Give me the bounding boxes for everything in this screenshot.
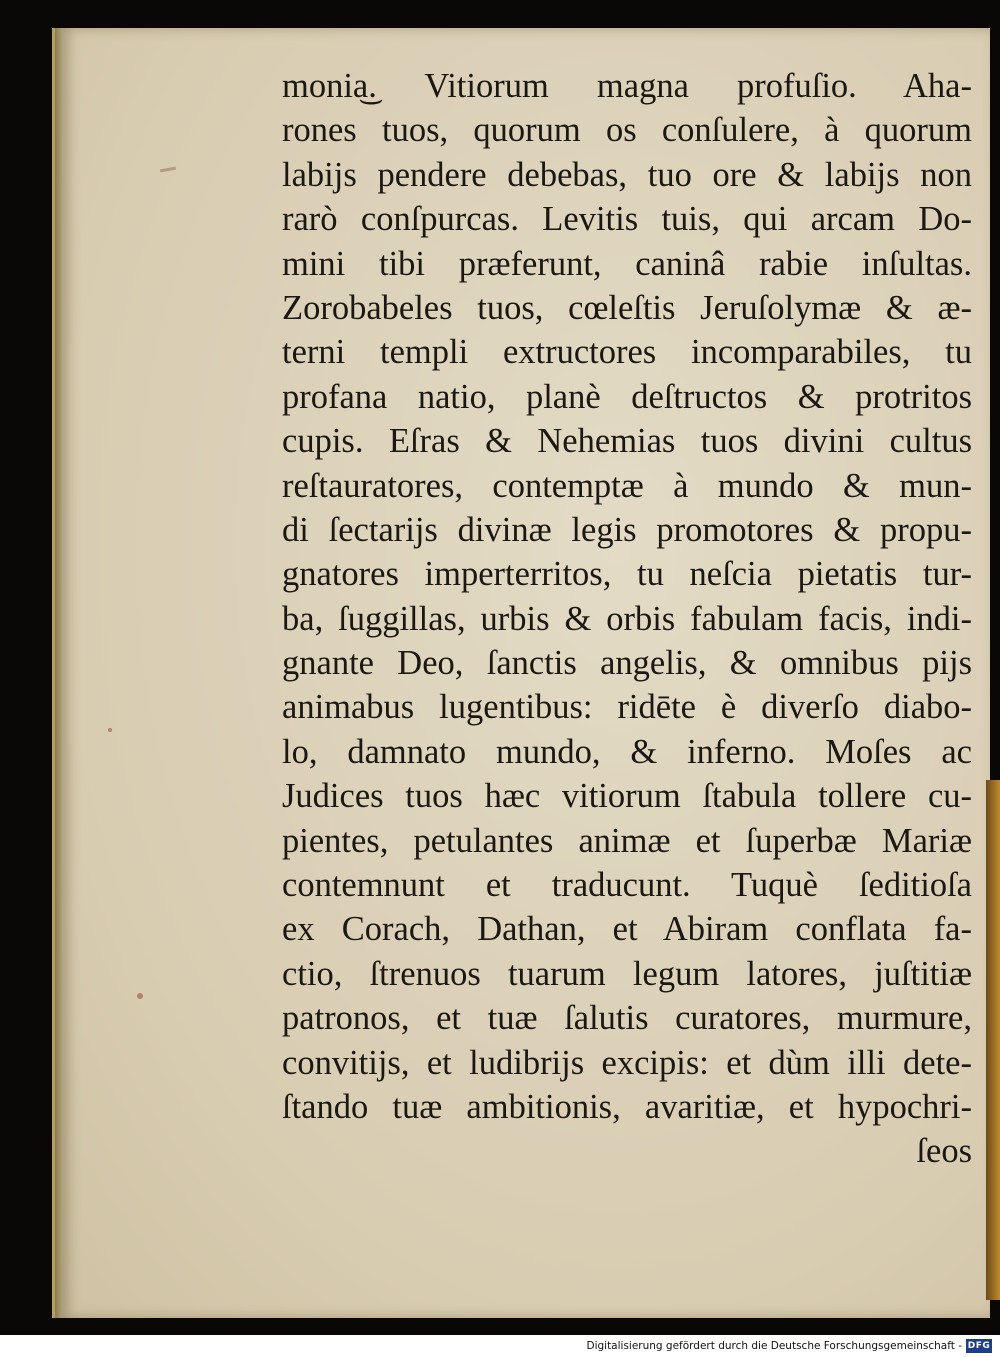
- text-line: rones tuos, quorum os conſulere, à quorum: [282, 111, 972, 150]
- text-line: ctio, ſtrenuos tuarum legum latores, juſtitiæ: [282, 954, 972, 993]
- text-line: Judices tuos hæc vitiorum ſtabula tollere cu-: [282, 777, 972, 816]
- text-line: labijs pendere debebas, tuo ore & labijs non: [282, 155, 972, 194]
- funding-credit: Digitalisierung gefördert durch die Deutsche Forschungsgemeinschaft -: [586, 1340, 962, 1352]
- page-text: [282, 64, 972, 1174]
- text-line: Zorobabeles tuos, cœleſtis Jeruſolymæ & æ-: [282, 288, 972, 327]
- footer-bar: [0, 1335, 1000, 1357]
- text-line: gnatores imperterritos, tu neſcia pietatis tur-: [282, 555, 972, 594]
- page-edge-right: [986, 780, 1000, 1300]
- paper-stain: [108, 728, 112, 732]
- text-line: monia͜. Vitiorum magna profuſio. Aha-: [282, 67, 972, 105]
- text-line: cupis. Eſras & Nehemias tuos divini cultus: [282, 422, 972, 461]
- text-line: mini tibi præferunt, caninâ rabie inſultas.: [282, 244, 972, 283]
- text-line: reſtauratores, contemptæ à mundo & mun-: [282, 466, 972, 505]
- catchword: ſeos: [916, 1132, 972, 1171]
- text-line: contemnunt et traducunt. Tuquè ſeditioſa: [282, 866, 972, 905]
- dfg-logo-icon: DFG: [967, 1341, 991, 1351]
- text-line: lo, damnato mundo, & inferno. Moſes ac: [282, 732, 972, 771]
- text-line: profana natio, planè deſtructos & protritos: [282, 377, 972, 416]
- text-line: convitijs, et ludibrijs excipis: et dùm illi dete-: [282, 1043, 972, 1082]
- text-line: ex Corach, Dathan, et Abiram conflata fa-: [282, 910, 972, 949]
- text-line: pientes, petulantes animæ et ſuperbæ Mariæ: [282, 821, 972, 860]
- text-line: gnante Deo, ſanctis angelis, & omnibus pijs: [282, 644, 972, 683]
- text-line: animabus lugentibus: ridēte è diverſo diabo-: [282, 688, 972, 727]
- text-line: rarò conſpurcas. Levitis tuis, qui arcam Do-: [282, 200, 972, 239]
- paper-stain: [137, 993, 143, 999]
- text-line: terni templi extructores incomparabiles, tu: [282, 333, 972, 372]
- text-line: patronos, et tuæ ſalutis curatores, murmure,: [282, 999, 972, 1038]
- text-line: ſtando tuæ ambitionis, avaritiæ, et hypochri-: [282, 1087, 972, 1126]
- text-line: di ſectarijs divinæ legis promotores & propu-: [282, 510, 972, 549]
- text-line: ba, ſuggillas, urbis & orbis fabulam facis, indi-: [282, 599, 972, 638]
